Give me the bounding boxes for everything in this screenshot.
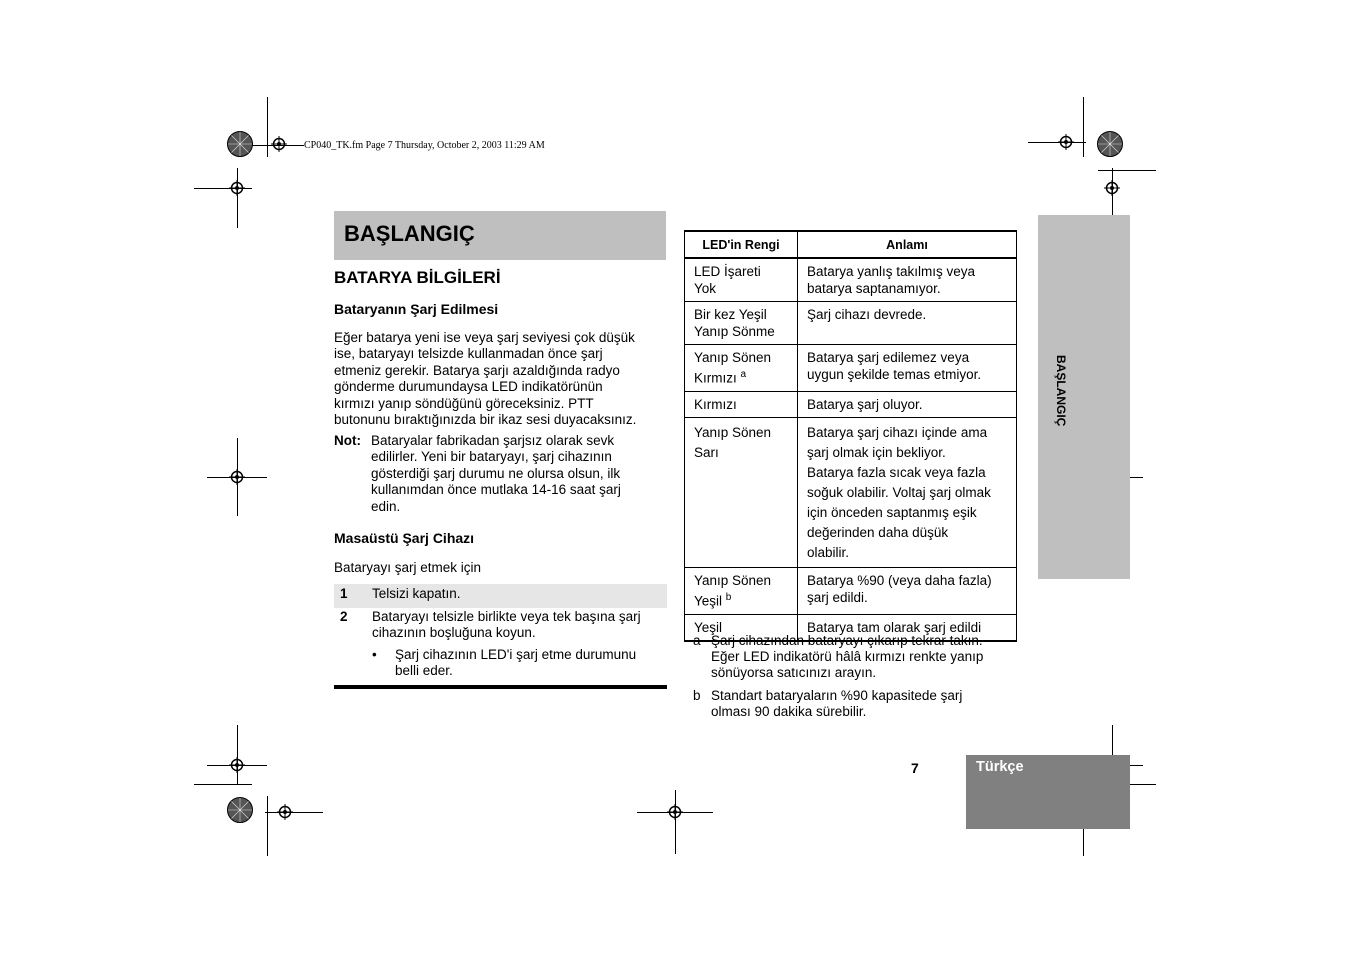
bullet-mark: • (372, 647, 377, 662)
crop-mark (237, 168, 238, 228)
language-tab (966, 755, 1130, 829)
note-label: Not: (334, 433, 361, 448)
side-tab (1038, 215, 1130, 579)
table-header-row (685, 231, 1017, 258)
crop-mark (1098, 170, 1156, 171)
step-row (334, 584, 667, 608)
column-header-meaning: Anlamı (798, 231, 1017, 258)
table-row (685, 391, 1017, 418)
led-color-cell (685, 391, 798, 418)
section-title-bar (334, 211, 666, 260)
column-header-led-color: LED'in Rengi (685, 231, 798, 258)
subheading-desktop: Masaüstü Şarj Cihazı (334, 530, 475, 546)
intro-paragraph (334, 330, 664, 428)
text-line: Eğer LED indikatörü hâlâ kırmızı renkte yanıp (711, 649, 984, 665)
meaning-cell (798, 391, 1017, 418)
text-line: olabilir. (807, 545, 850, 560)
crop-mark (265, 812, 323, 813)
text-line: ise, bataryayı telsizde kullanmadan önce şarj (334, 346, 603, 362)
crop-mark (675, 790, 676, 854)
crop-mark (267, 796, 268, 856)
color-rosette-icon (227, 131, 253, 157)
registration-target-icon (271, 136, 287, 152)
color-rosette-icon (227, 797, 253, 823)
side-tab-label: BAŞLANGIÇ (1054, 355, 1068, 427)
text-line: olması 90 dakika sürebilir. (711, 704, 867, 720)
meaning-cell (798, 418, 1017, 568)
text-line: Yanıp Sönen (694, 425, 772, 440)
text-line: edin. (371, 498, 401, 514)
note-text (371, 433, 661, 515)
meaning-cell (798, 302, 1017, 345)
text-line: gönderme durumundaysa LED indikatörünün (334, 379, 603, 395)
text-line: Şarj cihazı devrede. (807, 307, 927, 322)
step-text (372, 609, 664, 642)
text-line: Yok (694, 280, 717, 296)
text-line: değerinden daha düşük (807, 525, 949, 540)
text-line: şarj olmak için bekliyor. (807, 445, 946, 460)
meaning-cell (798, 345, 1017, 392)
registration-target-icon (1104, 180, 1120, 196)
footnote-text (711, 688, 1011, 720)
text-line: Batarya yanlış takılmış veya (807, 264, 976, 279)
led-color-cell (685, 345, 798, 392)
text-line: Batarya %90 (veya daha fazla) (807, 573, 992, 588)
page-number: 7 (911, 760, 919, 776)
text-line: Şarj cihazının LED'i şarj etme durumunu (395, 647, 637, 662)
text-line: edilirler. Yeni bir bataryayı, şarj cihazının (371, 449, 612, 465)
text-line: Batarya şarj edilemez veya (807, 350, 970, 365)
text-line: Yeşil (694, 619, 723, 635)
crop-mark (1028, 142, 1086, 143)
text-line: Yeşil (694, 593, 723, 608)
led-color-cell (685, 258, 798, 302)
text-line: Yanıp Sönen (694, 573, 772, 588)
text-line: kullanımdan önce mutlaka 14-16 saat şarj (371, 482, 621, 498)
subheading-charging: Bataryanın Şarj Edilmesi (334, 301, 499, 317)
text-line: LED İşareti (694, 264, 761, 279)
language-label: Türkçe (976, 759, 1024, 775)
led-color-cell (685, 568, 798, 615)
text-line: Sarı (694, 445, 719, 460)
table-row (685, 302, 1017, 345)
step-number: 1 (340, 586, 348, 601)
column-end-rule (334, 685, 667, 689)
section-title: BAŞLANGIÇ (344, 221, 475, 246)
text-line: Yanıp Sönen (694, 350, 772, 365)
text-line: sönüyorsa satıcınızı arayın. (711, 665, 877, 681)
registration-target-icon (667, 804, 683, 820)
step-number: 2 (340, 609, 348, 624)
text-line: Bir kez Yeşil (694, 307, 767, 322)
footnote-ref: b (725, 591, 732, 603)
crop-mark (267, 97, 268, 157)
led-table (684, 230, 1017, 642)
text-line: kırmızı yanıp söndüğünü göreceksiniz. PTT (334, 395, 594, 411)
registration-target-icon (229, 180, 245, 196)
meaning-cell (798, 568, 1017, 615)
crop-mark (1083, 97, 1084, 157)
text-line: Bataryalar fabrikadan şarjsız olarak sevk (371, 433, 615, 448)
registration-target-icon (229, 469, 245, 485)
step-row (334, 609, 667, 645)
steps-intro: Bataryayı şarj etmek için (334, 560, 482, 575)
text-line: gösterdiği şarj durumu ne olursa olsun, ilk (371, 465, 621, 481)
text-line: batarya saptanamıyor. (807, 280, 941, 296)
text-line: şarj edildi. (807, 589, 868, 605)
registration-target-icon (1058, 134, 1074, 150)
footnote-label: b (693, 688, 701, 703)
crop-mark (237, 725, 238, 785)
text-line: Kırmızı (694, 396, 737, 412)
text-line: Şarj cihazından bataryayı çıkarıp tekrar takın. (711, 633, 983, 648)
text-line: cihazının boşluğuna koyun. (372, 625, 536, 641)
text-line: Standart bataryaların %90 kapasitede şarj (711, 688, 963, 703)
text-line: Yanıp Sönme (694, 323, 775, 339)
footnote-text (711, 633, 1011, 682)
text-line: uygun şekilde temas etmiyor. (807, 366, 982, 382)
meaning-cell (798, 258, 1017, 302)
bullet-text (395, 647, 665, 680)
text-line: etmeniz gerekir. Batarya şarjı azaldığında radyo (334, 362, 620, 378)
led-color-cell (685, 418, 798, 568)
crop-mark (194, 784, 252, 785)
text-line: Batarya şarj cihazı içinde ama (807, 425, 988, 440)
text-line: soğuk olabilir. Voltaj şarj olmak (807, 485, 991, 500)
color-rosette-icon (1097, 131, 1123, 157)
text-line: Kırmızı (694, 370, 737, 385)
led-color-cell (685, 302, 798, 345)
heading: BATARYA BİLGİLERİ (334, 268, 501, 287)
table-row (685, 418, 1017, 568)
text-line: butonunu bıraktığınızda bir ikaz sesi duyacaksınız. (334, 412, 637, 428)
table-row (685, 258, 1017, 302)
text-line: için önceden saptanmış eşik (807, 505, 977, 520)
text-line: Batarya şarj oluyor. (807, 396, 923, 412)
step-text: Telsizi kapatın. (372, 586, 461, 601)
text-line: Bataryayı telsizle birlikte veya tek başına şarj (372, 609, 641, 624)
footnote-ref: a (740, 368, 747, 380)
file-info: CP040_TK.fm Page 7 Thursday, October 2, 2003 11:29 AM (304, 140, 545, 151)
text-line: Batarya fazla sıcak veya fazla (807, 465, 986, 480)
text-line: Eğer batarya yeni ise veya şarj seviyesi çok düşük (334, 330, 635, 345)
text-line: belli eder. (395, 663, 453, 679)
registration-target-icon (229, 757, 245, 773)
footnote-label: a (693, 633, 701, 648)
text-line: Batarya tam olarak şarj edildi (807, 619, 982, 635)
table-row (685, 568, 1017, 615)
registration-target-icon (277, 804, 293, 820)
table-row (685, 345, 1017, 392)
